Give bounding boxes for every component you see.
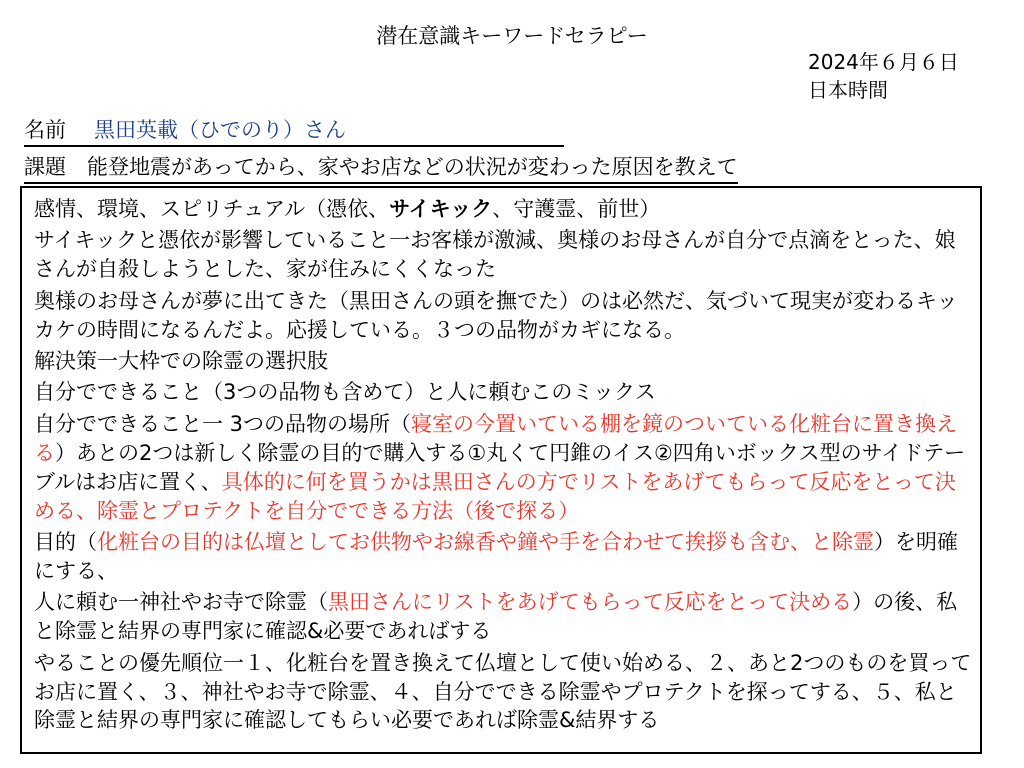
paragraph-self-actions: [34, 410, 974, 526]
text-segment: 奥様のお母さんが夢に出てきた（黒田さんの頭を撫でた）のは必然だ、気づいて現実が変わるキッカケの時間になるんだよ。応援している。３つの品物がカギになる。: [34, 288, 958, 342]
paragraph-solution-heading: [34, 347, 974, 376]
text-segment: やることの優先順位一１、化粧台を置き換えて仏壇として使い始める、２、あと2つのものを買ってお店に置く、３、神社やお寺で除霊、４、自分でできる除霊やプロテクトを探ってする、５、私と除霊と結界の専門家に確認してもらい必要であれば除霊&結界する: [34, 650, 972, 733]
text-segment: サイキックと憑依が影響していること一お客様が激減、奥様のお母さんが自分で点滴をとった、娘さんが自殺しようとした、家が住みにくくなった: [34, 228, 956, 282]
paragraph-ask-others: [34, 588, 974, 646]
text-segment: 人に頼む一神社やお寺で除霊（: [34, 590, 328, 615]
paragraph-dream-message: [34, 287, 974, 345]
text-segment: 感情、環境、スピリチュアル（憑依、: [34, 197, 390, 221]
paragraph-priorities: [34, 649, 974, 736]
text-segment: 自分でできること（3つの品物も含めて）と人に頼むこのミックス: [34, 380, 656, 405]
paragraph-categories: [34, 195, 974, 224]
highlighted-text: 具体的に何を買うかは黒田さんの方でリストをあげてもらって反応をとって決める、除霊とプロテクトを自分でできる方法（後で探る）: [34, 469, 956, 523]
session-notes: [34, 195, 974, 738]
timezone-label: 日本時間: [808, 78, 888, 102]
paragraph-mix: [34, 378, 974, 407]
text-segment: ）あとの2つは新しく除霊の目的で購入する①丸くて円錐のイス②四角いボックス型のサイドテーブルはお店に置く、: [34, 440, 966, 494]
highlighted-text: 黒田さんにリストをあげてもらって反応をとって決める: [328, 590, 853, 615]
client-name-row: [24, 114, 564, 147]
text-segment: 、守護霊、前世）: [492, 197, 661, 221]
paragraph-influence: [34, 226, 974, 284]
session-date: 2024年６月６日: [808, 50, 959, 74]
text-segment: ）の後、私と除霊と結界の専門家に確認&必要であればする: [34, 590, 958, 644]
text-segment: 解決策一大枠での除霊の選択肢: [34, 349, 328, 374]
text-segment: 自分でできること一 3つの品物の場所（: [34, 411, 412, 436]
name-label: 名前: [24, 118, 66, 142]
text-segment: ）を明確にする、: [34, 529, 958, 583]
highlighted-text: 寝室の今置いている棚を鏡のついている化粧台に置き換える: [34, 411, 958, 465]
document-title: 潜在意識キーワードセラピー: [376, 24, 648, 48]
highlighted-text: 化粧台の目的は仏壇としてお供物やお線香や鐘や手を合わせて挨拶も含む、と除霊: [97, 529, 874, 554]
text-segment: 目的（: [34, 529, 97, 554]
date-block: [808, 48, 959, 104]
paragraph-purpose: [34, 528, 974, 586]
text-segment: サイキック: [389, 197, 493, 221]
client-name: 黒田英載（ひでのり）さん: [94, 118, 346, 142]
topic-line: 課題 能登地震があってから、家やお店などの状況が変わった原因を教えて: [24, 151, 738, 184]
